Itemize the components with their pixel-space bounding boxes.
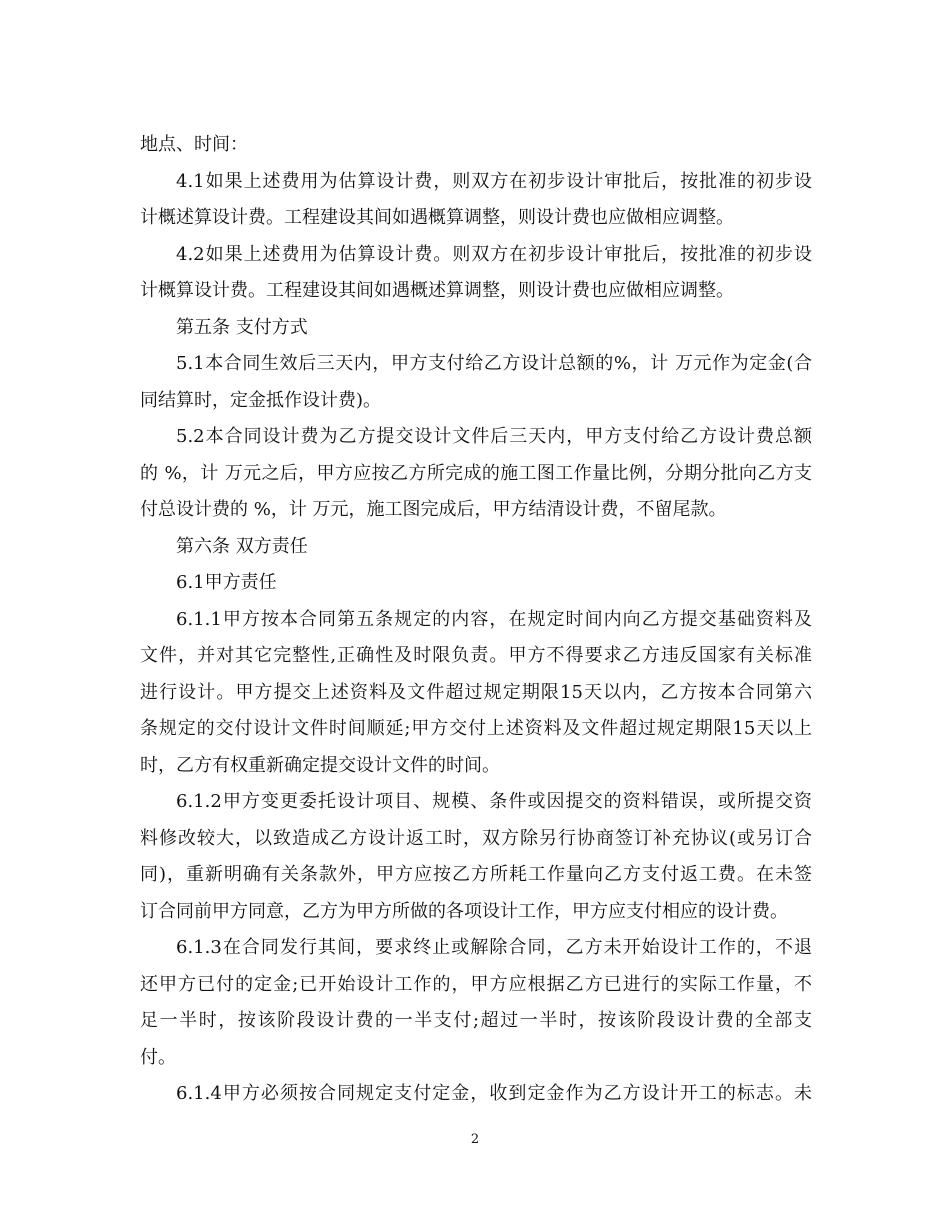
text-line: 5.1本合同生效后三天内，甲方支付给乙方设计总额的%，计 万元作为定金(合 bbox=[176, 353, 812, 374]
text-line: 条规定的交付设计文件时间顺延;甲方交付上述资料及文件超过规定期限15天以上 bbox=[140, 718, 812, 739]
section-heading: 第六条 双方责任 bbox=[176, 535, 308, 557]
text-line: 进行设计。甲方提交上述资料及文件超过规定期限15天以内，乙方按本合同第六 bbox=[140, 681, 812, 703]
text-line: 地点、时间： bbox=[140, 134, 248, 155]
text-line: 料修改较大，以致造成乙方设计返工时，双方除另行协商签订补充协议(或另订合 bbox=[140, 827, 812, 849]
text-line: 文件，并对其它完整性,正确性及时限负责。甲方不得要求乙方违反国家有关标准 bbox=[140, 645, 812, 666]
text-line: 6.1.4甲方必须按合同规定支付定金，收到定金作为乙方设计开工的标志。未 bbox=[176, 1083, 812, 1104]
text-line: 同结算时，定金抵作设计费)。 bbox=[140, 389, 382, 411]
text-line: 还甲方已付的定金;已开始设计工作的，甲方应根据乙方已进行的实际工作量，不 bbox=[140, 973, 812, 995]
text-line: 付总设计费的 %，计 万元，施工图完成后，甲方结清设计费，不留尾款。 bbox=[140, 499, 727, 520]
page-number: 2 bbox=[470, 1132, 480, 1147]
text-line: 足一半时，按该阶段设计费的一半支付;超过一半时，按该阶段设计费的全部支 bbox=[140, 1010, 812, 1031]
section-heading: 第五条 支付方式 bbox=[176, 316, 308, 338]
text-line: 6.1.1甲方按本合同第五条规定的内容，在规定时间内向乙方提交基础资料及 bbox=[176, 608, 812, 630]
text-line: 时，乙方有权重新确定提交设计文件的时间。 bbox=[140, 754, 500, 776]
text-line: 计概算设计费。工程建设其间如遇概述算调整，则设计费也应做相应调整。 bbox=[140, 280, 734, 301]
text-line: 付。 bbox=[140, 1046, 176, 1068]
subsection-heading: 6.1甲方责任 bbox=[176, 572, 277, 593]
text-line: 6.1.3在合同发行其间，要求终止或解除合同，乙方未开始设计工作的，不退 bbox=[176, 937, 812, 958]
text-line: 同)，重新明确有关条款外，甲方应按乙方所耗工作量向乙方支付返工费。在未签 bbox=[140, 864, 812, 885]
body-text bbox=[140, 127, 812, 1113]
text-line: 计概述算设计费。工程建设其间如遇概算调整，则设计费也应做相应调整。 bbox=[140, 207, 734, 228]
text-line: 订合同前甲方同意，乙方为甲方所做的各项设计工作，甲方应支付相应的设计费。 bbox=[140, 900, 788, 922]
text-line: 的 %，计 万元之后，甲方应按乙方所完成的施工图工作量比例，分期分批向乙方支 bbox=[140, 462, 812, 484]
text-line: 5.2本合同设计费为乙方提交设计文件后三天内，甲方支付给乙方设计费总额 bbox=[176, 426, 812, 447]
text-line: 4.2如果上述费用为估算设计费。则双方在初步设计审批后，按批准的初步设 bbox=[176, 243, 812, 265]
text-line: 4.1如果上述费用为估算设计费，则双方在初步设计审批后，按批准的初步设 bbox=[176, 170, 812, 192]
text-line: 6.1.2甲方变更委托设计项目、规模、条件或因提交的资料错误，或所提交资 bbox=[176, 791, 812, 812]
